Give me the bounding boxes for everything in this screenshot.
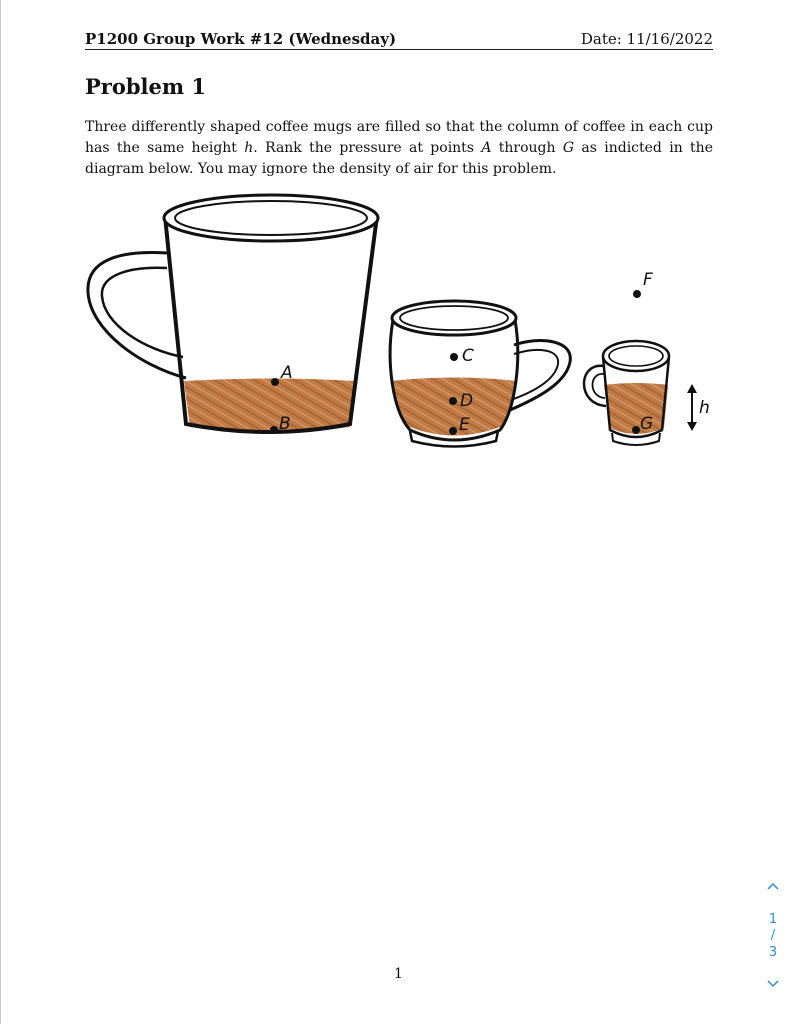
problem-statement xyxy=(85,117,713,180)
coffee-mugs-figure xyxy=(80,190,720,460)
medium-mug-coffee xyxy=(391,378,517,436)
point-e-dot xyxy=(449,427,457,435)
next-page-button[interactable] xyxy=(761,974,785,994)
page-left-border xyxy=(0,0,1,1024)
total-pages-indicator: 3 xyxy=(768,945,778,960)
point-a-label: A xyxy=(281,363,293,383)
header-date: Date: 11/16/2022 xyxy=(580,30,713,48)
header-title: P1200 Group Work #12 (Wednesday) xyxy=(85,30,397,48)
point-c-dot xyxy=(450,353,458,361)
page-number: 1 xyxy=(394,966,403,982)
point-f-dot xyxy=(633,290,641,298)
height-arrow-icon xyxy=(687,384,697,431)
point-g-dot xyxy=(632,426,640,434)
point-e-label: E xyxy=(459,415,470,435)
problem-text-part1: Three differently shaped coffee mugs are filled so that the column of coffee in each cup has the same height xyxy=(85,119,713,156)
page-navigator xyxy=(761,876,785,994)
current-page-indicator: 1 xyxy=(768,912,778,927)
problem-text-part3: through xyxy=(491,140,563,156)
point-d-dot xyxy=(449,397,457,405)
large-mug xyxy=(88,195,378,433)
chevron-down-icon xyxy=(761,974,785,994)
height-label: h xyxy=(699,398,710,418)
chevron-up-icon xyxy=(761,876,785,896)
page-header xyxy=(85,30,713,50)
point-c-label: C xyxy=(462,346,474,366)
variable-h: h xyxy=(244,140,254,156)
point-d-label: D xyxy=(460,391,474,411)
problem-heading: Problem 1 xyxy=(85,74,207,99)
point-f-label: F xyxy=(643,270,653,290)
problem-text-part2: . Rank the pressure at points xyxy=(253,140,482,156)
page-separator: / xyxy=(770,928,776,943)
point-b-label: B xyxy=(279,414,291,434)
large-mug-coffee xyxy=(184,379,355,433)
point-b-dot xyxy=(270,426,278,434)
point-a-dot xyxy=(271,378,279,386)
problem-text-part4: as indicted in the diagram below. You may ignore the density of air for this problem. xyxy=(85,140,713,177)
variable-a: A xyxy=(481,140,492,156)
previous-page-button[interactable] xyxy=(761,876,785,896)
point-g-label: G xyxy=(640,414,654,434)
variable-g: G xyxy=(562,140,575,156)
medium-mug xyxy=(390,301,570,447)
small-mug xyxy=(584,341,669,445)
